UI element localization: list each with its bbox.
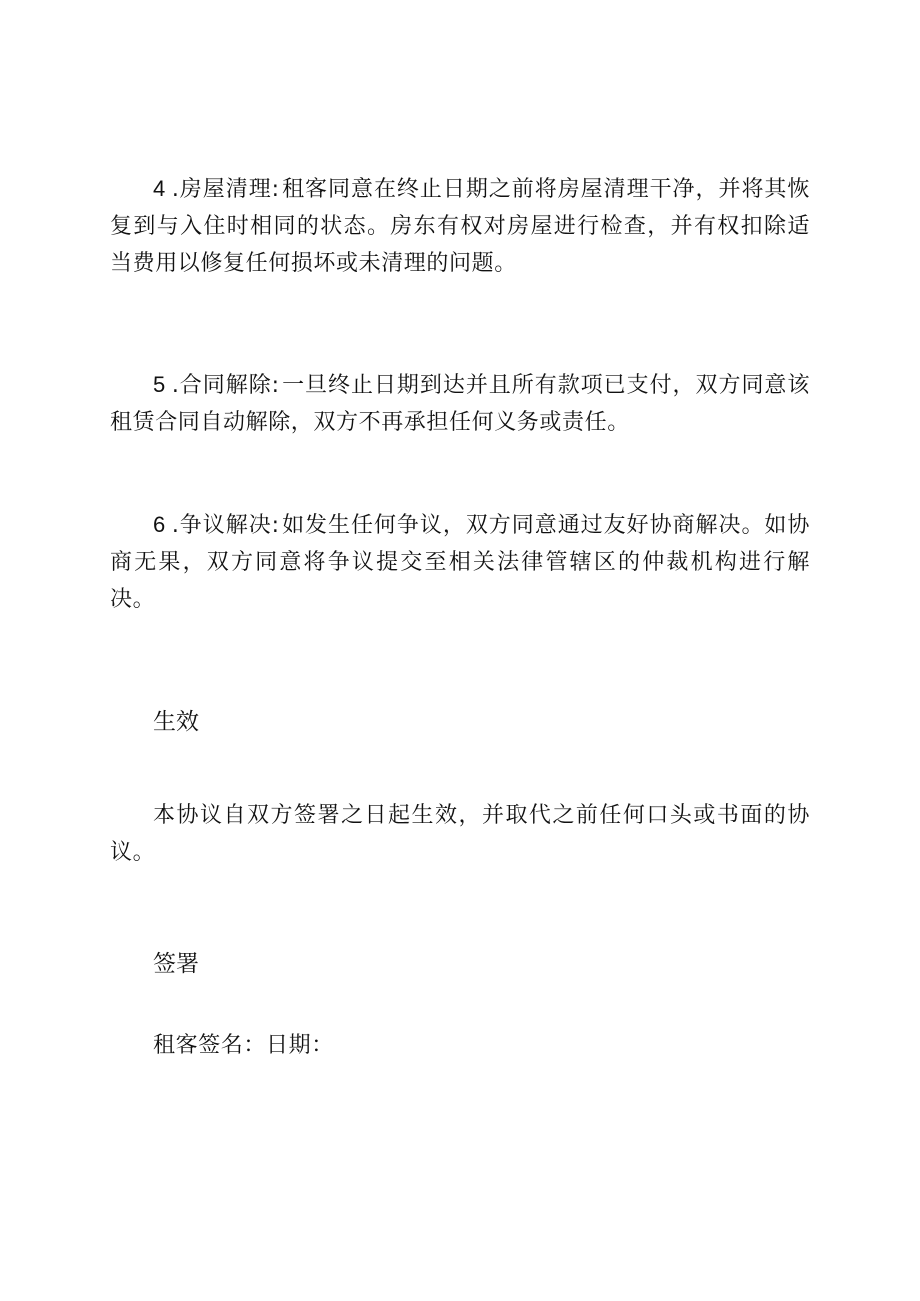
clause-4 xyxy=(110,170,810,282)
clause-5 xyxy=(110,366,810,441)
effect-paragraph: 本协议自双方签署之日起生效，并取代之前任何口头或书面的协议。 xyxy=(110,803,810,865)
section-heading-signature: 签署 xyxy=(153,951,199,977)
clause-number: 6 xyxy=(153,512,166,537)
clause-text: 租客同意在终止日期之前将房屋清理干净，并将其恢复到与入住时相同的状态。房东有权对房屋进行检查，并有权扣除适当费用以修复任何损坏或未清理的问题。 xyxy=(110,177,810,276)
clause-text: 如发生任何争议，双方同意通过友好协商解决。如协商无果，双方同意将争议提交至相关法律管辖区的仲裁机构进行解决。 xyxy=(110,513,810,612)
section-heading-effect: 生效 xyxy=(153,709,199,735)
clause-term: .争议解决: xyxy=(171,513,280,538)
clause-number: 4 xyxy=(153,176,166,201)
tenant-signature-line: 租客签名：日期： xyxy=(153,1033,334,1058)
clause-6 xyxy=(110,506,810,618)
clause-text: 一旦终止日期到达并且所有款项已支付，双方同意该租赁合同自动解除，双方不再承担任何义务或责任。 xyxy=(110,373,810,435)
clause-number: 5 xyxy=(153,372,166,397)
clause-term: .合同解除: xyxy=(171,373,280,398)
clause-term: .房屋清理: xyxy=(171,177,280,202)
